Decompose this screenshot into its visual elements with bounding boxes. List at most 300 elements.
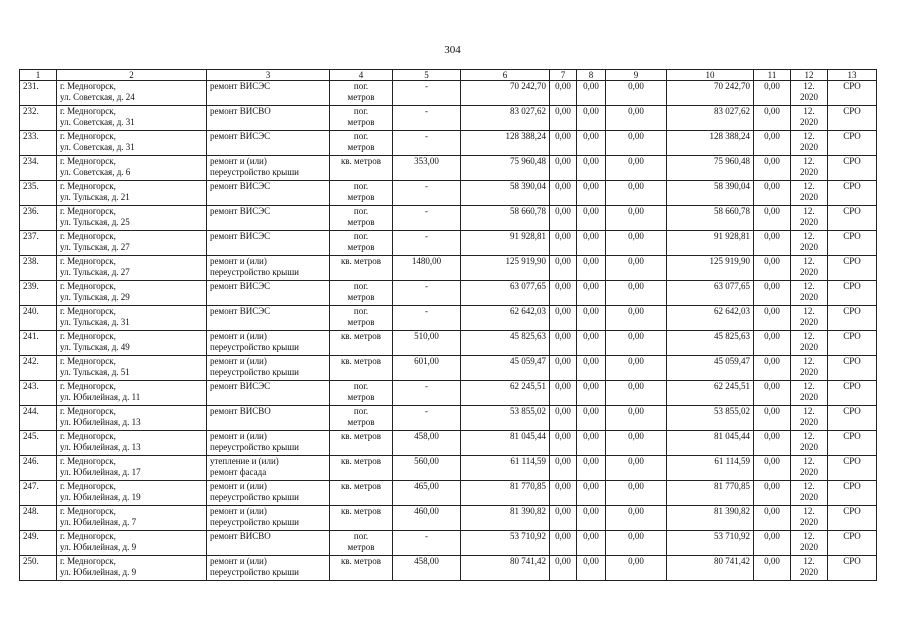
table-row — [20, 81, 877, 106]
address-cell-line: ул. Тульская, д. 51 — [60, 367, 130, 377]
value-cell-9-line: 0,00 — [628, 81, 644, 91]
address-cell-line: г. Медногорск, — [60, 106, 116, 116]
value-cell-8 — [577, 81, 606, 106]
work-type-cell — [207, 306, 330, 331]
table-row — [20, 331, 877, 356]
row-number — [20, 431, 57, 456]
value-cell-8 — [577, 156, 606, 181]
value-cell-9-line: 0,00 — [628, 531, 644, 541]
unit-cell — [330, 181, 393, 206]
unit-cell-line: кв. метров — [340, 481, 382, 491]
value-cell-11-line: 0,00 — [764, 506, 780, 516]
value-cell-9-line: 0,00 — [628, 231, 644, 241]
term-cell-line: 12. — [803, 106, 815, 116]
unit-cell — [330, 281, 393, 306]
total-cost-cell — [461, 531, 550, 556]
term-cell-line: 2020 — [800, 267, 818, 277]
value-cell-7-line: 0,00 — [555, 306, 571, 316]
term-cell — [791, 106, 828, 131]
address-cell-line: ул. Юбилейная, д. 7 — [60, 517, 137, 527]
quantity-cell-line: - — [425, 206, 428, 216]
address-cell — [57, 356, 207, 381]
column-header: 6 — [461, 70, 550, 81]
fund-cost-cell-line: 62 642,03 — [714, 306, 750, 316]
table-row — [20, 381, 877, 406]
value-cell-7 — [550, 131, 577, 156]
work-type-cell-line: ремонт ВИСЭС — [210, 206, 271, 216]
fund-cost-cell — [667, 481, 754, 506]
fund-cost-cell — [667, 81, 754, 106]
work-type-cell-line: ремонт ВИСЭС — [210, 81, 271, 91]
work-type-cell — [207, 381, 330, 406]
source-cell-line: СРО — [843, 281, 861, 291]
quantity-cell — [393, 331, 461, 356]
table-row — [20, 356, 877, 381]
term-cell-line: 12. — [803, 431, 815, 441]
term-cell-line: 2020 — [800, 542, 818, 552]
value-cell-7 — [550, 331, 577, 356]
address-cell-line: г. Медногорск, — [60, 131, 116, 141]
total-cost-cell-line: 70 242,70 — [510, 81, 546, 91]
term-cell-line: 2020 — [800, 317, 818, 327]
row-number-line: 250. — [23, 556, 39, 566]
value-cell-8-line: 0,00 — [583, 156, 599, 166]
work-type-cell — [207, 456, 330, 481]
quantity-cell — [393, 556, 461, 581]
unit-cell — [330, 531, 393, 556]
quantity-cell-line: - — [425, 131, 428, 141]
work-type-cell — [207, 231, 330, 256]
quantity-cell-line: 458,00 — [414, 431, 439, 441]
value-cell-9 — [606, 506, 667, 531]
fund-cost-cell-line: 63 077,65 — [714, 281, 750, 291]
unit-cell — [330, 456, 393, 481]
quantity-cell — [393, 281, 461, 306]
table-row — [20, 131, 877, 156]
table-row — [20, 106, 877, 131]
address-cell-line: г. Медногорск, — [60, 281, 116, 291]
table-row — [20, 456, 877, 481]
value-cell-11-line: 0,00 — [764, 431, 780, 441]
column-header: 3 — [207, 70, 330, 81]
unit-cell — [330, 131, 393, 156]
fund-cost-cell-line: 61 114,59 — [714, 456, 750, 466]
value-cell-11 — [754, 156, 791, 181]
quantity-cell-line: 458,00 — [414, 556, 439, 566]
total-cost-cell — [461, 181, 550, 206]
value-cell-11 — [754, 306, 791, 331]
unit-cell — [330, 231, 393, 256]
unit-cell-line: пог. — [353, 81, 369, 91]
quantity-cell — [393, 306, 461, 331]
address-cell-line: ул. Советская, д. 24 — [60, 92, 135, 102]
source-cell-line: СРО — [843, 106, 861, 116]
value-cell-11-line: 0,00 — [764, 256, 780, 266]
quantity-cell-line: 1480,00 — [411, 256, 442, 266]
total-cost-cell — [461, 231, 550, 256]
value-cell-7-line: 0,00 — [555, 156, 571, 166]
term-cell — [791, 281, 828, 306]
value-cell-8-line: 0,00 — [583, 431, 599, 441]
total-cost-cell-line: 80 741,42 — [510, 556, 546, 566]
term-cell-line: 12. — [803, 406, 815, 416]
value-cell-11 — [754, 356, 791, 381]
work-type-cell-line: переустройство крыши — [210, 442, 299, 452]
unit-cell — [330, 406, 393, 431]
value-cell-9 — [606, 381, 667, 406]
table-row — [20, 256, 877, 281]
value-cell-7-line: 0,00 — [555, 206, 571, 216]
fund-cost-cell-line: 80 741,42 — [714, 556, 750, 566]
work-type-cell — [207, 256, 330, 281]
term-cell-line: 2020 — [800, 167, 818, 177]
unit-cell-line: кв. метров — [340, 331, 382, 341]
term-cell-line: 2020 — [800, 442, 818, 452]
value-cell-9-line: 0,00 — [628, 506, 644, 516]
row-number-line: 244. — [23, 406, 39, 416]
value-cell-8-line: 0,00 — [583, 406, 599, 416]
work-type-cell-line: ремонт и (или) — [210, 356, 267, 366]
column-header: 8 — [577, 70, 606, 81]
value-cell-7-line: 0,00 — [555, 406, 571, 416]
value-cell-7 — [550, 81, 577, 106]
quantity-cell — [393, 181, 461, 206]
fund-cost-cell-line: 128 388,24 — [709, 131, 750, 141]
fund-cost-cell-line: 81 045,44 — [714, 431, 750, 441]
term-cell-line: 2020 — [800, 192, 818, 202]
work-type-cell-line: ремонт фасада — [210, 467, 267, 477]
quantity-cell — [393, 156, 461, 181]
value-cell-11-line: 0,00 — [764, 531, 780, 541]
quantity-cell-line: 510,00 — [414, 331, 439, 341]
value-cell-11-line: 0,00 — [764, 306, 780, 316]
source-cell — [828, 431, 877, 456]
work-type-cell-line: ремонт и (или) — [210, 331, 267, 341]
source-cell-line: СРО — [843, 131, 861, 141]
total-cost-cell — [461, 81, 550, 106]
fund-cost-cell — [667, 406, 754, 431]
term-cell-line: 2020 — [800, 417, 818, 427]
value-cell-9 — [606, 556, 667, 581]
row-number-line: 232. — [23, 106, 39, 116]
term-cell — [791, 431, 828, 456]
address-cell — [57, 456, 207, 481]
fund-cost-cell — [667, 206, 754, 231]
work-type-cell-line: переустройство крыши — [210, 367, 299, 377]
value-cell-11-line: 0,00 — [764, 456, 780, 466]
term-cell-line: 2020 — [800, 467, 818, 477]
address-cell-line: г. Медногорск, — [60, 306, 116, 316]
total-cost-cell-line: 62 245,51 — [510, 381, 546, 391]
address-cell — [57, 156, 207, 181]
quantity-cell-line: 601,00 — [414, 356, 439, 366]
quantity-cell-line: - — [425, 231, 428, 241]
term-cell-line: 2020 — [800, 367, 818, 377]
source-cell-line: СРО — [843, 356, 861, 366]
total-cost-cell — [461, 406, 550, 431]
value-cell-8-line: 0,00 — [583, 506, 599, 516]
value-cell-8 — [577, 406, 606, 431]
unit-cell-line: кв. метров — [340, 506, 382, 516]
value-cell-8-line: 0,00 — [583, 531, 599, 541]
unit-cell-line: пог. — [353, 106, 369, 116]
source-cell-line: СРО — [843, 156, 861, 166]
value-cell-8-line: 0,00 — [583, 131, 599, 141]
address-cell — [57, 481, 207, 506]
total-cost-cell-line: 53 710,92 — [510, 531, 546, 541]
address-cell-line: ул. Тульская, д. 31 — [60, 317, 130, 327]
work-type-cell-line: ремонт и (или) — [210, 506, 267, 516]
total-cost-cell-line: 91 928,81 — [510, 231, 546, 241]
address-cell-line: ул. Юбилейная, д. 13 — [60, 417, 141, 427]
source-cell-line: СРО — [843, 431, 861, 441]
address-cell — [57, 331, 207, 356]
total-cost-cell-line: 125 919,90 — [505, 256, 546, 266]
fund-cost-cell — [667, 106, 754, 131]
quantity-cell — [393, 106, 461, 131]
quantity-cell — [393, 356, 461, 381]
work-type-cell-line: ремонт и (или) — [210, 431, 267, 441]
row-number — [20, 456, 57, 481]
value-cell-8 — [577, 531, 606, 556]
capital-repair-table — [19, 69, 877, 581]
term-cell — [791, 556, 828, 581]
term-cell-line: 12. — [803, 306, 815, 316]
work-type-cell-line: переустройство крыши — [210, 567, 299, 577]
value-cell-8-line: 0,00 — [583, 206, 599, 216]
source-cell — [828, 456, 877, 481]
value-cell-11-line: 0,00 — [764, 206, 780, 216]
term-cell-line: 12. — [803, 131, 815, 141]
term-cell-line: 12. — [803, 206, 815, 216]
value-cell-9 — [606, 256, 667, 281]
value-cell-7 — [550, 106, 577, 131]
source-cell-line: СРО — [843, 531, 861, 541]
value-cell-11-line: 0,00 — [764, 331, 780, 341]
address-cell-line: ул. Тульская, д. 49 — [60, 342, 130, 352]
source-cell — [828, 506, 877, 531]
unit-cell — [330, 206, 393, 231]
fund-cost-cell — [667, 181, 754, 206]
address-cell — [57, 206, 207, 231]
value-cell-7-line: 0,00 — [555, 506, 571, 516]
source-cell — [828, 131, 877, 156]
row-number-line: 249. — [23, 531, 39, 541]
address-cell — [57, 131, 207, 156]
value-cell-8 — [577, 231, 606, 256]
term-cell-line: 2020 — [800, 242, 818, 252]
value-cell-11-line: 0,00 — [764, 181, 780, 191]
value-cell-9-line: 0,00 — [628, 206, 644, 216]
term-cell — [791, 406, 828, 431]
value-cell-11-line: 0,00 — [764, 131, 780, 141]
unit-cell-line: метров — [347, 117, 375, 127]
column-header: 2 — [57, 70, 207, 81]
value-cell-11-line: 0,00 — [764, 381, 780, 391]
term-cell-line: 2020 — [800, 92, 818, 102]
value-cell-11-line: 0,00 — [764, 356, 780, 366]
fund-cost-cell — [667, 456, 754, 481]
value-cell-9 — [606, 131, 667, 156]
term-cell-line: 12. — [803, 156, 815, 166]
source-cell — [828, 306, 877, 331]
work-type-cell-line: ремонт ВИСЭС — [210, 381, 271, 391]
value-cell-9 — [606, 156, 667, 181]
term-cell-line: 12. — [803, 481, 815, 491]
unit-cell-line: пог. — [353, 181, 369, 191]
total-cost-cell — [461, 106, 550, 131]
address-cell — [57, 256, 207, 281]
unit-cell — [330, 106, 393, 131]
work-type-cell-line: ремонт ВИСЭС — [210, 306, 271, 316]
value-cell-7 — [550, 256, 577, 281]
column-header: 10 — [667, 70, 754, 81]
column-header: 9 — [606, 70, 667, 81]
source-cell — [828, 281, 877, 306]
value-cell-7 — [550, 506, 577, 531]
value-cell-7-line: 0,00 — [555, 456, 571, 466]
work-type-cell — [207, 331, 330, 356]
fund-cost-cell — [667, 231, 754, 256]
unit-cell — [330, 156, 393, 181]
work-type-cell-line: переустройство крыши — [210, 267, 299, 277]
value-cell-9 — [606, 531, 667, 556]
total-cost-cell-line: 75 960,48 — [510, 156, 546, 166]
value-cell-9 — [606, 431, 667, 456]
work-type-cell-line: утепление и (или) — [210, 456, 279, 466]
value-cell-7 — [550, 206, 577, 231]
term-cell — [791, 256, 828, 281]
term-cell-line: 12. — [803, 281, 815, 291]
address-cell-line: г. Медногорск, — [60, 331, 116, 341]
value-cell-9-line: 0,00 — [628, 381, 644, 391]
address-cell — [57, 306, 207, 331]
value-cell-7-line: 0,00 — [555, 381, 571, 391]
fund-cost-cell-line: 81 390,82 — [714, 506, 750, 516]
work-type-cell-line: переустройство крыши — [210, 167, 299, 177]
value-cell-8 — [577, 181, 606, 206]
work-type-cell — [207, 406, 330, 431]
source-cell — [828, 531, 877, 556]
value-cell-7-line: 0,00 — [555, 81, 571, 91]
work-type-cell-line: переустройство крыши — [210, 342, 299, 352]
column-header: 12 — [791, 70, 828, 81]
value-cell-11 — [754, 231, 791, 256]
row-number-line: 242. — [23, 356, 39, 366]
source-cell-line: СРО — [843, 406, 861, 416]
unit-cell — [330, 481, 393, 506]
fund-cost-cell — [667, 156, 754, 181]
fund-cost-cell — [667, 281, 754, 306]
address-cell-line: г. Медногорск, — [60, 156, 116, 166]
total-cost-cell — [461, 456, 550, 481]
unit-cell-line: метров — [347, 142, 375, 152]
value-cell-11-line: 0,00 — [764, 231, 780, 241]
row-number — [20, 156, 57, 181]
address-cell-line: ул. Тульская, д. 21 — [60, 192, 130, 202]
value-cell-11 — [754, 481, 791, 506]
work-type-cell — [207, 481, 330, 506]
fund-cost-cell — [667, 506, 754, 531]
total-cost-cell — [461, 481, 550, 506]
value-cell-8-line: 0,00 — [583, 456, 599, 466]
work-type-cell — [207, 156, 330, 181]
value-cell-7 — [550, 406, 577, 431]
term-cell-line: 12. — [803, 356, 815, 366]
term-cell-line: 2020 — [800, 492, 818, 502]
fund-cost-cell-line: 53 855,02 — [714, 406, 750, 416]
term-cell-line: 2020 — [800, 567, 818, 577]
total-cost-cell-line: 81 770,85 — [510, 481, 546, 491]
address-cell-line: ул. Юбилейная, д. 9 — [60, 542, 137, 552]
column-number-row — [20, 70, 877, 81]
table-row — [20, 506, 877, 531]
total-cost-cell-line: 45 825,63 — [510, 331, 546, 341]
value-cell-8 — [577, 281, 606, 306]
value-cell-7 — [550, 381, 577, 406]
fund-cost-cell — [667, 306, 754, 331]
unit-cell-line: метров — [347, 317, 375, 327]
unit-cell-line: метров — [347, 542, 375, 552]
value-cell-9-line: 0,00 — [628, 406, 644, 416]
term-cell-line: 2020 — [800, 517, 818, 527]
unit-cell-line: кв. метров — [340, 556, 382, 566]
row-number-line: 231. — [23, 81, 39, 91]
value-cell-8-line: 0,00 — [583, 481, 599, 491]
work-type-cell-line: ремонт ВИСВО — [210, 531, 271, 541]
row-number — [20, 306, 57, 331]
row-number — [20, 406, 57, 431]
term-cell — [791, 156, 828, 181]
quantity-cell — [393, 231, 461, 256]
fund-cost-cell-line: 53 710,92 — [714, 531, 750, 541]
fund-cost-cell — [667, 556, 754, 581]
total-cost-cell-line: 58 390,04 — [510, 181, 546, 191]
value-cell-9-line: 0,00 — [628, 256, 644, 266]
value-cell-11 — [754, 206, 791, 231]
total-cost-cell — [461, 206, 550, 231]
value-cell-7-line: 0,00 — [555, 431, 571, 441]
work-type-cell — [207, 206, 330, 231]
source-cell — [828, 331, 877, 356]
address-cell-line: г. Медногорск, — [60, 406, 116, 416]
value-cell-11-line: 0,00 — [764, 156, 780, 166]
source-cell-line: СРО — [843, 381, 861, 391]
source-cell — [828, 231, 877, 256]
term-cell-line: 12. — [803, 456, 815, 466]
address-cell — [57, 556, 207, 581]
address-cell — [57, 406, 207, 431]
row-number-line: 236. — [23, 206, 39, 216]
term-cell-line: 2020 — [800, 142, 818, 152]
work-type-cell — [207, 431, 330, 456]
value-cell-7 — [550, 356, 577, 381]
value-cell-8 — [577, 206, 606, 231]
term-cell-line: 12. — [803, 506, 815, 516]
quantity-cell — [393, 431, 461, 456]
page-number: 304 — [444, 44, 461, 56]
row-number-line: 245. — [23, 431, 39, 441]
total-cost-cell — [461, 256, 550, 281]
value-cell-8 — [577, 506, 606, 531]
total-cost-cell-line: 81 045,44 — [510, 431, 546, 441]
value-cell-11 — [754, 506, 791, 531]
column-header: 11 — [754, 70, 791, 81]
fund-cost-cell-line: 81 770,85 — [714, 481, 750, 491]
term-cell — [791, 456, 828, 481]
fund-cost-cell — [667, 531, 754, 556]
fund-cost-cell — [667, 331, 754, 356]
